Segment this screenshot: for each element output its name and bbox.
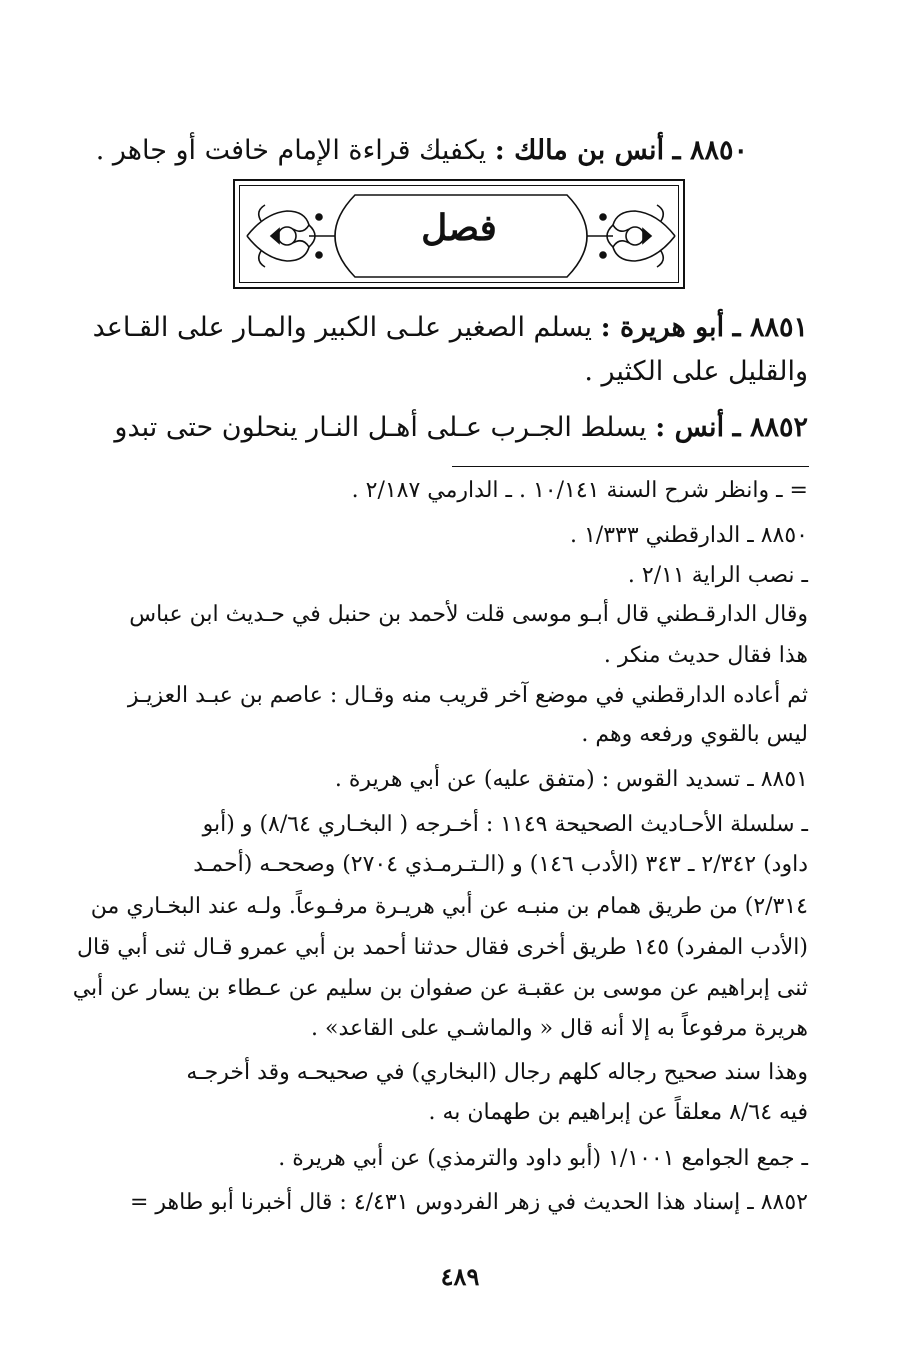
- hadith-8850: [96, 135, 748, 166]
- footnote-line: ٨٨٥٠ ـ الدارقطني ١/٣٣٣ .: [569, 523, 808, 548]
- footnote-line: هريرة مرفوعاً به إلا أنه قال « والماشـي على القاعد» .: [311, 1016, 808, 1041]
- page-number: ٤٨٩: [440, 1262, 480, 1291]
- hadith-number: ٨٨٥٠ ـ: [672, 135, 748, 166]
- footnote-separator: [452, 466, 809, 467]
- hadith-narrator: أنس بن مالك :: [494, 135, 665, 166]
- section-heading-frame: [233, 179, 685, 289]
- footnote-line: وهذا سند صحيح رجاله كلهم رجال (البخاري) في صحيحـه وقد أخرجـه: [186, 1060, 808, 1085]
- hadith-number: ٨٨٥٢ ـ: [732, 412, 808, 443]
- footnote-line: ـ نصب الراية ٢/١١ .: [627, 563, 808, 588]
- footnote-line: وقال الدارقـطني قال أبـو موسى قلت لأحمد بن حنبل في حـديث ابن عباس: [129, 602, 808, 627]
- footnote-line: ـ سلسلة الأحـاديث الصحيحة ١١٤٩ : أخـرجه ( البخـاري ٨/٦٤) و (أبو: [202, 812, 808, 837]
- hadith-number: ٨٨٥١ ـ: [732, 312, 808, 343]
- footnote-line: ٨٨٥١ ـ تسديد القوس : (متفق عليه) عن أبي هريرة .: [334, 767, 808, 792]
- footnote-line: ليس بالقوي ورفعه وهم .: [581, 722, 808, 747]
- footnote-line: ٢/٣١٤) من طريق همام بن منبـه عن أبي هريـرة مرفـوعاً. ولـه عند البخـاري من: [90, 894, 808, 919]
- hadith-8851-line-1: [93, 312, 808, 343]
- hadith-text: يسلم الصغير علـى الكبير والمـار على القـاعد: [92, 312, 593, 343]
- hadith-narrator: أنس :: [655, 412, 725, 443]
- footnote-line: (الأدب المفرد) ١٤٥ طريق أخرى فقال حدثنا أحمد بن أبي عمرو قـال ثنى أبي قال: [77, 935, 808, 960]
- footnote-line: داود) ٢/٣٤٢ ـ ٣٤٣ (الأدب ١٤٦) و (الـتـرمـذي ٢٧٠٤) وصححـه (أحمـد: [193, 852, 808, 877]
- footnote-line: ثنى إبراهيم عن موسى بن عقبـة عن صفوان بن سليم عن عـطاء بن يسار عن أبي: [72, 976, 808, 1001]
- footnote-line: = ـ وانظر شرح السنة ١٠/١٤١ . ـ الدارمي ٢/١٨٧ .: [351, 478, 808, 503]
- footnote-line: ثم أعاده الدارقطني في موضع آخر قريب منه وقـال : عاصم بن عبـد العزيـز: [127, 683, 808, 708]
- footnote-line: ٨٨٥٢ ـ إسناد هذا الحديث في زهر الفردوس ٤/٤٣١ : قال أخبرنا أبو طاهر =: [129, 1190, 808, 1215]
- hadith-text: يسلط الجـرب عـلى أهـل النـار ينحلون حتى تبدو: [114, 412, 647, 443]
- section-title: فصل: [421, 207, 497, 249]
- hadith-narrator: أبو هريرة :: [600, 312, 725, 343]
- footnote-line: فيه ٨/٦٤ معلقاً عن إبراهيم بن طهمان به .: [428, 1100, 808, 1125]
- hadith-text: يكفيك قراءة الإمام خافت أو جاهر .: [95, 135, 487, 166]
- hadith-8851-line-2: والقليل على الكثير .: [584, 356, 808, 387]
- footnote-line: ـ جمع الجوامع ١/١٠٠١ (أبو داود والترمذي) عن أبي هريرة .: [278, 1146, 808, 1171]
- footnote-line: هذا فقال حديث منكر .: [603, 643, 808, 668]
- hadith-8852-line-1: [114, 412, 808, 443]
